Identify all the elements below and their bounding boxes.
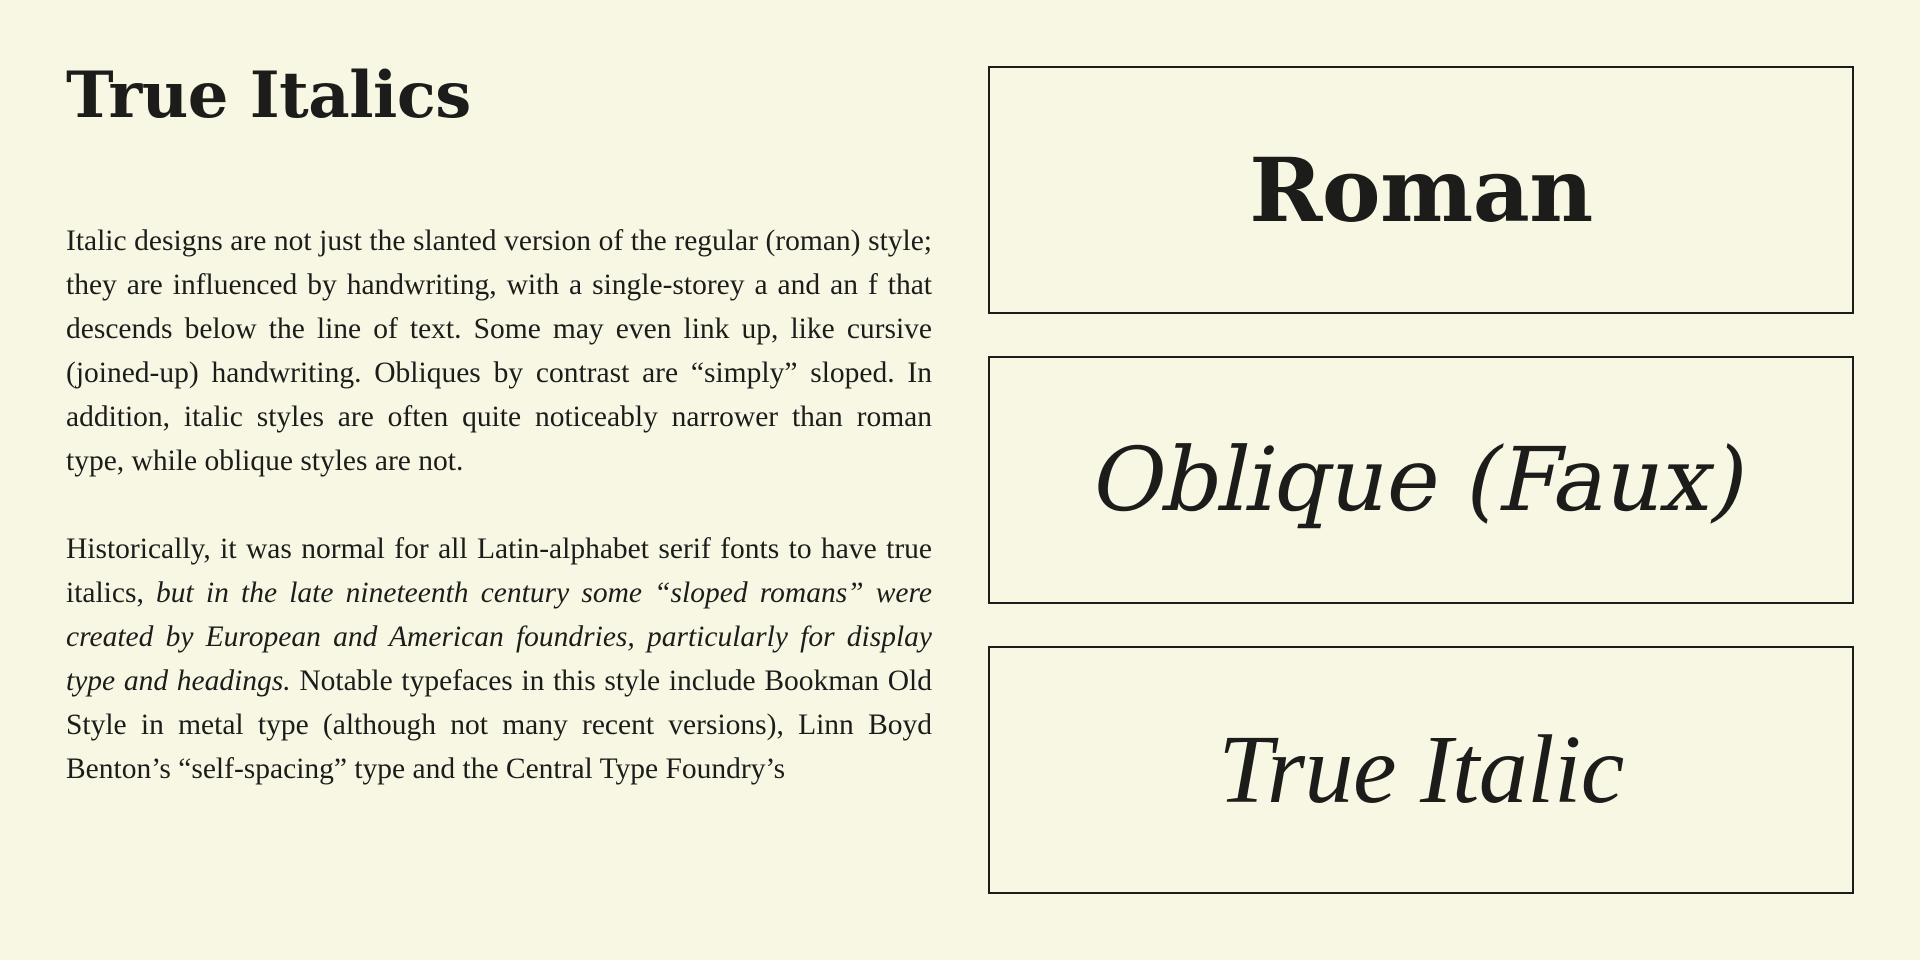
sample-box-italic bbox=[988, 646, 1854, 894]
paragraph-history-italic: but in the late nineteenth century some “sloped romans” were created by European and American foundries, particularly for display type and headings. bbox=[66, 577, 932, 697]
sample-roman-text: Roman bbox=[1249, 138, 1593, 242]
sample-box-roman bbox=[988, 66, 1854, 314]
sample-italic-text: True Italic bbox=[1218, 716, 1624, 824]
paragraph-history-tail: Notable typefaces in this style include Bookman Old Style in metal type (although not many recent versions), Linn Boyd Benton’s “self-spacing” type and the Central Type Foundry’s bbox=[66, 665, 932, 785]
sample-box-oblique bbox=[988, 356, 1854, 604]
page-title: True Italics bbox=[66, 58, 471, 133]
sample-oblique-text: Oblique (Faux) bbox=[1083, 428, 1759, 531]
samples-column bbox=[988, 66, 1854, 894]
paragraph-history bbox=[66, 527, 932, 791]
article-column bbox=[66, 50, 932, 890]
paragraph-italic-definition: Italic designs are not just the slanted version of the regular (roman) style; they are influenced by handwriting, with a single-storey a and an f that descends below the line of text. Some may even link up, like cursive (joined-up) handwriting. Obliques by contrast are “simply” sloped. In addition, italic styles are often quite noticeably narrower than roman type, while oblique styles are not. bbox=[66, 225, 932, 477]
paragraph-history-lead: Historically, it was normal for all Latin-alphabet serif fonts to have true italics, bbox=[66, 533, 932, 609]
